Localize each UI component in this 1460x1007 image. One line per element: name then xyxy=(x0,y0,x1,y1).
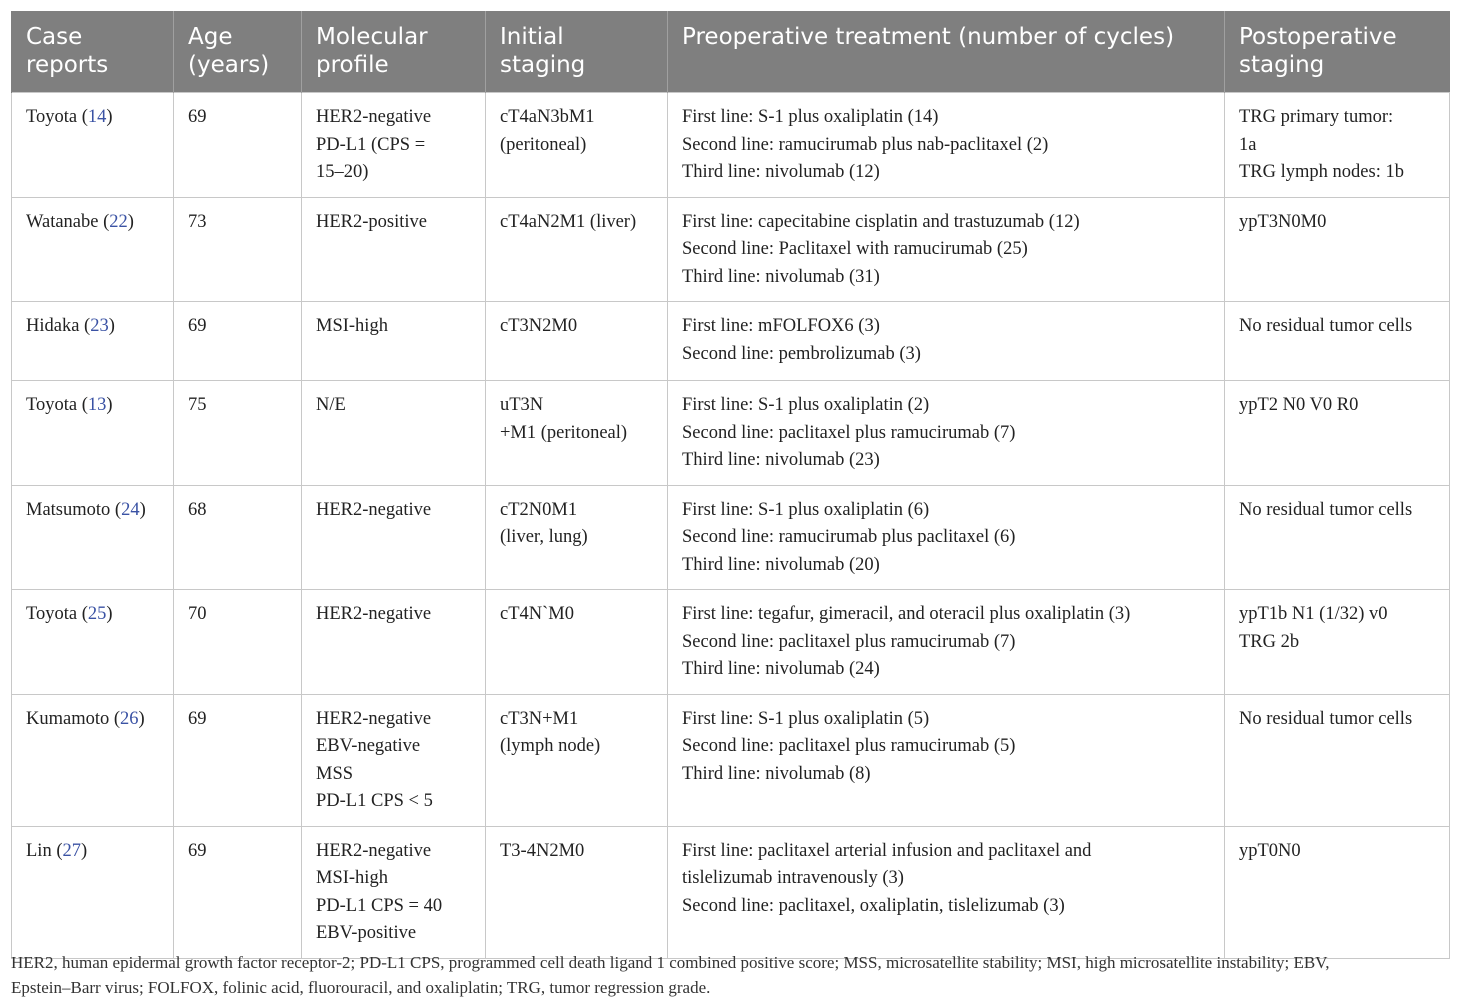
cell-line: Second line: Paclitaxel with ramucirumab (25) xyxy=(682,239,1028,259)
case-report-cell xyxy=(12,93,174,198)
reference-link[interactable]: 23 xyxy=(90,316,109,336)
postoperative-staging-cell xyxy=(1225,826,1450,958)
cell-line: N/E xyxy=(316,395,346,415)
reference-link[interactable]: 27 xyxy=(62,840,81,861)
cell-line: MSI-high xyxy=(316,868,388,888)
age-cell: 75 xyxy=(174,381,302,486)
cell-line: HER2-negative xyxy=(316,604,432,624)
header-line: Age xyxy=(188,24,233,50)
header-line: Molecular xyxy=(316,24,428,50)
cell-line: PD-L1 (CPS = xyxy=(316,134,426,155)
preoperative-treatment-cell xyxy=(668,485,1225,590)
table-row xyxy=(12,197,1450,302)
case-paren-close: ) xyxy=(108,316,115,336)
case-reports-header xyxy=(12,11,174,93)
preoperative-treatment-cell xyxy=(668,381,1225,486)
case-report-cell xyxy=(12,826,174,958)
cell-line: PD-L1 CPS = 40 xyxy=(316,895,443,916)
cell-line: 15–20) xyxy=(316,162,369,182)
reference-link[interactable]: 26 xyxy=(120,708,139,729)
case-author: Lin ( xyxy=(26,840,63,861)
postoperative-staging-cell xyxy=(1225,93,1450,198)
header-line: (years) xyxy=(188,52,270,78)
cell-line: First line: paclitaxel arterial infusion and paclitaxel and xyxy=(682,840,1092,861)
molecular-profile-cell xyxy=(302,826,486,958)
table-row xyxy=(12,302,1450,381)
cell-line: EBV-positive xyxy=(316,923,417,943)
table-row xyxy=(12,590,1450,695)
case-report-cell xyxy=(12,381,174,486)
molecular-profile-header xyxy=(302,11,486,93)
age-cell: 69 xyxy=(174,302,302,381)
molecular-profile-cell xyxy=(302,590,486,695)
postoperative-staging-cell xyxy=(1225,590,1450,695)
cell-line: (peritoneal) xyxy=(500,134,587,155)
table-header-row xyxy=(12,11,1450,93)
initial-staging-cell xyxy=(486,197,668,302)
header-line: Initial xyxy=(500,24,564,50)
cell-line: Second line: ramucirumab plus paclitaxel (6) xyxy=(682,527,1016,547)
cell-line: HER2-negative xyxy=(316,708,432,729)
preoperative-treatment-cell xyxy=(668,93,1225,198)
cell-line: Third line: nivolumab (8) xyxy=(682,763,871,784)
preoperative-treatment-cell xyxy=(668,694,1225,826)
initial-staging-cell xyxy=(486,694,668,826)
cell-line: 1a xyxy=(1239,134,1257,155)
case-author: Toyota ( xyxy=(26,604,88,624)
age-cell: 69 xyxy=(174,826,302,958)
cell-line: First line: S-1 plus oxaliplatin (6) xyxy=(682,499,930,520)
table-row xyxy=(12,694,1450,826)
age-cell: 68 xyxy=(174,485,302,590)
table-body xyxy=(12,93,1450,959)
header-line: staging xyxy=(1239,52,1325,78)
cell-line: First line: S-1 plus oxaliplatin (14) xyxy=(682,107,939,127)
cell-line: Third line: nivolumab (24) xyxy=(682,659,880,679)
header-line: staging xyxy=(500,52,586,78)
molecular-profile-cell xyxy=(302,381,486,486)
cell-line: (liver, lung) xyxy=(500,527,588,547)
header-line: Postoperative xyxy=(1239,24,1397,50)
reference-link[interactable]: 24 xyxy=(121,499,140,520)
header-line: Preoperative treatment (number of cycles) xyxy=(682,24,1175,50)
cell-line: cT4aN3bM1 xyxy=(500,107,595,127)
case-author: Matsumoto ( xyxy=(26,499,122,520)
preoperative-treatment-cell xyxy=(668,197,1225,302)
case-author: Kumamoto ( xyxy=(26,708,121,729)
footnote-line-2: Epstein–Barr virus; FOLFOX, folinic acid, fluorouracil, and oxaliplatin; TRG, tumor regression grade. xyxy=(11,978,711,997)
cell-line: HER2-negative xyxy=(316,499,432,520)
initial-staging-cell xyxy=(486,485,668,590)
cell-line: First line: capecitabine cisplatin and trastuzumab (12) xyxy=(682,211,1080,232)
cell-line: HER2-negative xyxy=(316,107,432,127)
table-footnote xyxy=(11,950,1451,1000)
molecular-profile-cell xyxy=(302,93,486,198)
reference-link[interactable]: 14 xyxy=(87,107,107,127)
cell-line: ypT2 N0 V0 R0 xyxy=(1239,395,1359,415)
case-author: Watanabe ( xyxy=(26,211,110,232)
table-row xyxy=(12,381,1450,486)
cell-line: T3-4N2M0 xyxy=(500,840,585,861)
cell-line: cT4N`M0 xyxy=(500,604,574,624)
postoperative-staging-cell xyxy=(1225,197,1450,302)
cell-line: HER2-negative xyxy=(316,840,432,861)
case-report-cell xyxy=(12,694,174,826)
case-paren-close: ) xyxy=(106,395,113,415)
cell-line: Third line: nivolumab (31) xyxy=(682,266,880,287)
initial-staging-cell xyxy=(486,590,668,695)
cell-line: First line: S-1 plus oxaliplatin (2) xyxy=(682,395,930,415)
case-report-cell xyxy=(12,590,174,695)
case-reports-table xyxy=(11,11,1450,959)
table-row xyxy=(12,826,1450,958)
header-line: Case xyxy=(26,24,83,50)
cell-line: TRG primary tumor: xyxy=(1239,107,1394,127)
cell-line: +M1 (peritoneal) xyxy=(500,422,628,443)
cell-line: Third line: nivolumab (12) xyxy=(682,162,880,182)
cell-line: ypT1b N1 (1/32) v0 xyxy=(1239,604,1388,624)
postoperative-staging-cell xyxy=(1225,694,1450,826)
molecular-profile-cell xyxy=(302,485,486,590)
initial-staging-cell xyxy=(486,93,668,198)
case-report-cell xyxy=(12,302,174,381)
cell-line: First line: tegafur, gimeracil, and oteracil plus oxaliplatin (3) xyxy=(682,604,1131,624)
case-paren-close: ) xyxy=(127,211,134,232)
cell-line: tislelizumab intravenously (3) xyxy=(682,868,904,888)
cell-line: Second line: paclitaxel plus ramucirumab (7) xyxy=(682,422,1016,443)
cell-line: Second line: paclitaxel plus ramucirumab (7) xyxy=(682,631,1016,652)
initial-staging-cell xyxy=(486,302,668,381)
age-cell: 70 xyxy=(174,590,302,695)
case-report-cell xyxy=(12,197,174,302)
cell-line: Third line: nivolumab (23) xyxy=(682,450,880,470)
preoperative-treatment-cell xyxy=(668,826,1225,958)
header-line: profile xyxy=(316,52,389,78)
cell-line: (lymph node) xyxy=(500,736,601,756)
initial-staging-header xyxy=(486,11,668,93)
cell-line: uT3N xyxy=(500,395,544,415)
case-report-cell xyxy=(12,485,174,590)
case-paren-close: ) xyxy=(138,708,145,729)
preoperative-treatment-cell xyxy=(668,590,1225,695)
age-cell: 73 xyxy=(174,197,302,302)
cell-line: No residual tumor cells xyxy=(1239,708,1413,729)
cell-line: PD-L1 CPS < 5 xyxy=(316,791,433,811)
cell-line: Second line: ramucirumab plus nab-paclitaxel (2) xyxy=(682,134,1049,155)
case-paren-close: ) xyxy=(106,604,113,624)
cell-line: Second line: paclitaxel plus ramucirumab (5) xyxy=(682,736,1016,756)
cell-line: TRG 2b xyxy=(1239,631,1300,652)
cell-line: Third line: nivolumab (20) xyxy=(682,554,880,575)
cell-line: cT3N2M0 xyxy=(500,316,578,336)
postoperative-staging-cell xyxy=(1225,485,1450,590)
cell-line: ypT0N0 xyxy=(1239,840,1301,861)
case-paren-close: ) xyxy=(80,840,88,861)
table-row xyxy=(12,93,1450,198)
header-line: reports xyxy=(26,52,109,78)
case-author: Toyota ( xyxy=(26,107,88,127)
cell-line: MSI-high xyxy=(316,316,388,336)
case-author: Toyota ( xyxy=(26,395,88,415)
reference-link[interactable]: 13 xyxy=(87,395,107,415)
postoperative-staging-header xyxy=(1225,11,1450,93)
reference-link[interactable]: 22 xyxy=(109,211,128,232)
case-paren-close: ) xyxy=(106,107,113,127)
cell-line: TRG lymph nodes: 1b xyxy=(1239,162,1404,182)
cell-line: HER2-positive xyxy=(316,211,427,232)
cell-line: cT2N0M1 xyxy=(500,499,578,520)
age-header xyxy=(174,11,302,93)
cell-line: cT3N+M1 xyxy=(500,708,579,729)
table-row xyxy=(12,485,1450,590)
molecular-profile-cell xyxy=(302,694,486,826)
cell-line: ypT3N0M0 xyxy=(1239,211,1327,232)
cell-line: No residual tumor cells xyxy=(1239,499,1413,520)
cell-line: First line: mFOLFOX6 (3) xyxy=(682,316,880,336)
cell-line: Second line: pembrolizumab (3) xyxy=(682,343,921,364)
cell-line: MSS xyxy=(316,763,354,784)
preoperative-treatment-header xyxy=(668,11,1225,93)
footnote-line-1: HER2, human epidermal growth factor receptor-2; PD-L1 CPS, programmed cell death ligand 1 combined positive score; MSS, microsatellite stability; MSI, high microsatellite instability; EBV, xyxy=(11,953,1330,972)
cell-line: Second line: paclitaxel, oxaliplatin, tislelizumab (3) xyxy=(682,895,1065,916)
reference-link[interactable]: 25 xyxy=(87,604,107,624)
cell-line: EBV-negative xyxy=(316,736,421,756)
age-cell: 69 xyxy=(174,694,302,826)
preoperative-treatment-cell xyxy=(668,302,1225,381)
case-paren-close: ) xyxy=(139,499,146,520)
case-reports-table-container xyxy=(11,11,1449,959)
molecular-profile-cell xyxy=(302,197,486,302)
cell-line: No residual tumor cells xyxy=(1239,316,1413,336)
age-cell: 69 xyxy=(174,93,302,198)
molecular-profile-cell xyxy=(302,302,486,381)
cell-line: First line: S-1 plus oxaliplatin (5) xyxy=(682,708,930,729)
postoperative-staging-cell xyxy=(1225,302,1450,381)
initial-staging-cell xyxy=(486,826,668,958)
postoperative-staging-cell xyxy=(1225,381,1450,486)
initial-staging-cell xyxy=(486,381,668,486)
case-author: Hidaka ( xyxy=(26,316,91,336)
cell-line: cT4aN2M1 (liver) xyxy=(500,211,637,232)
